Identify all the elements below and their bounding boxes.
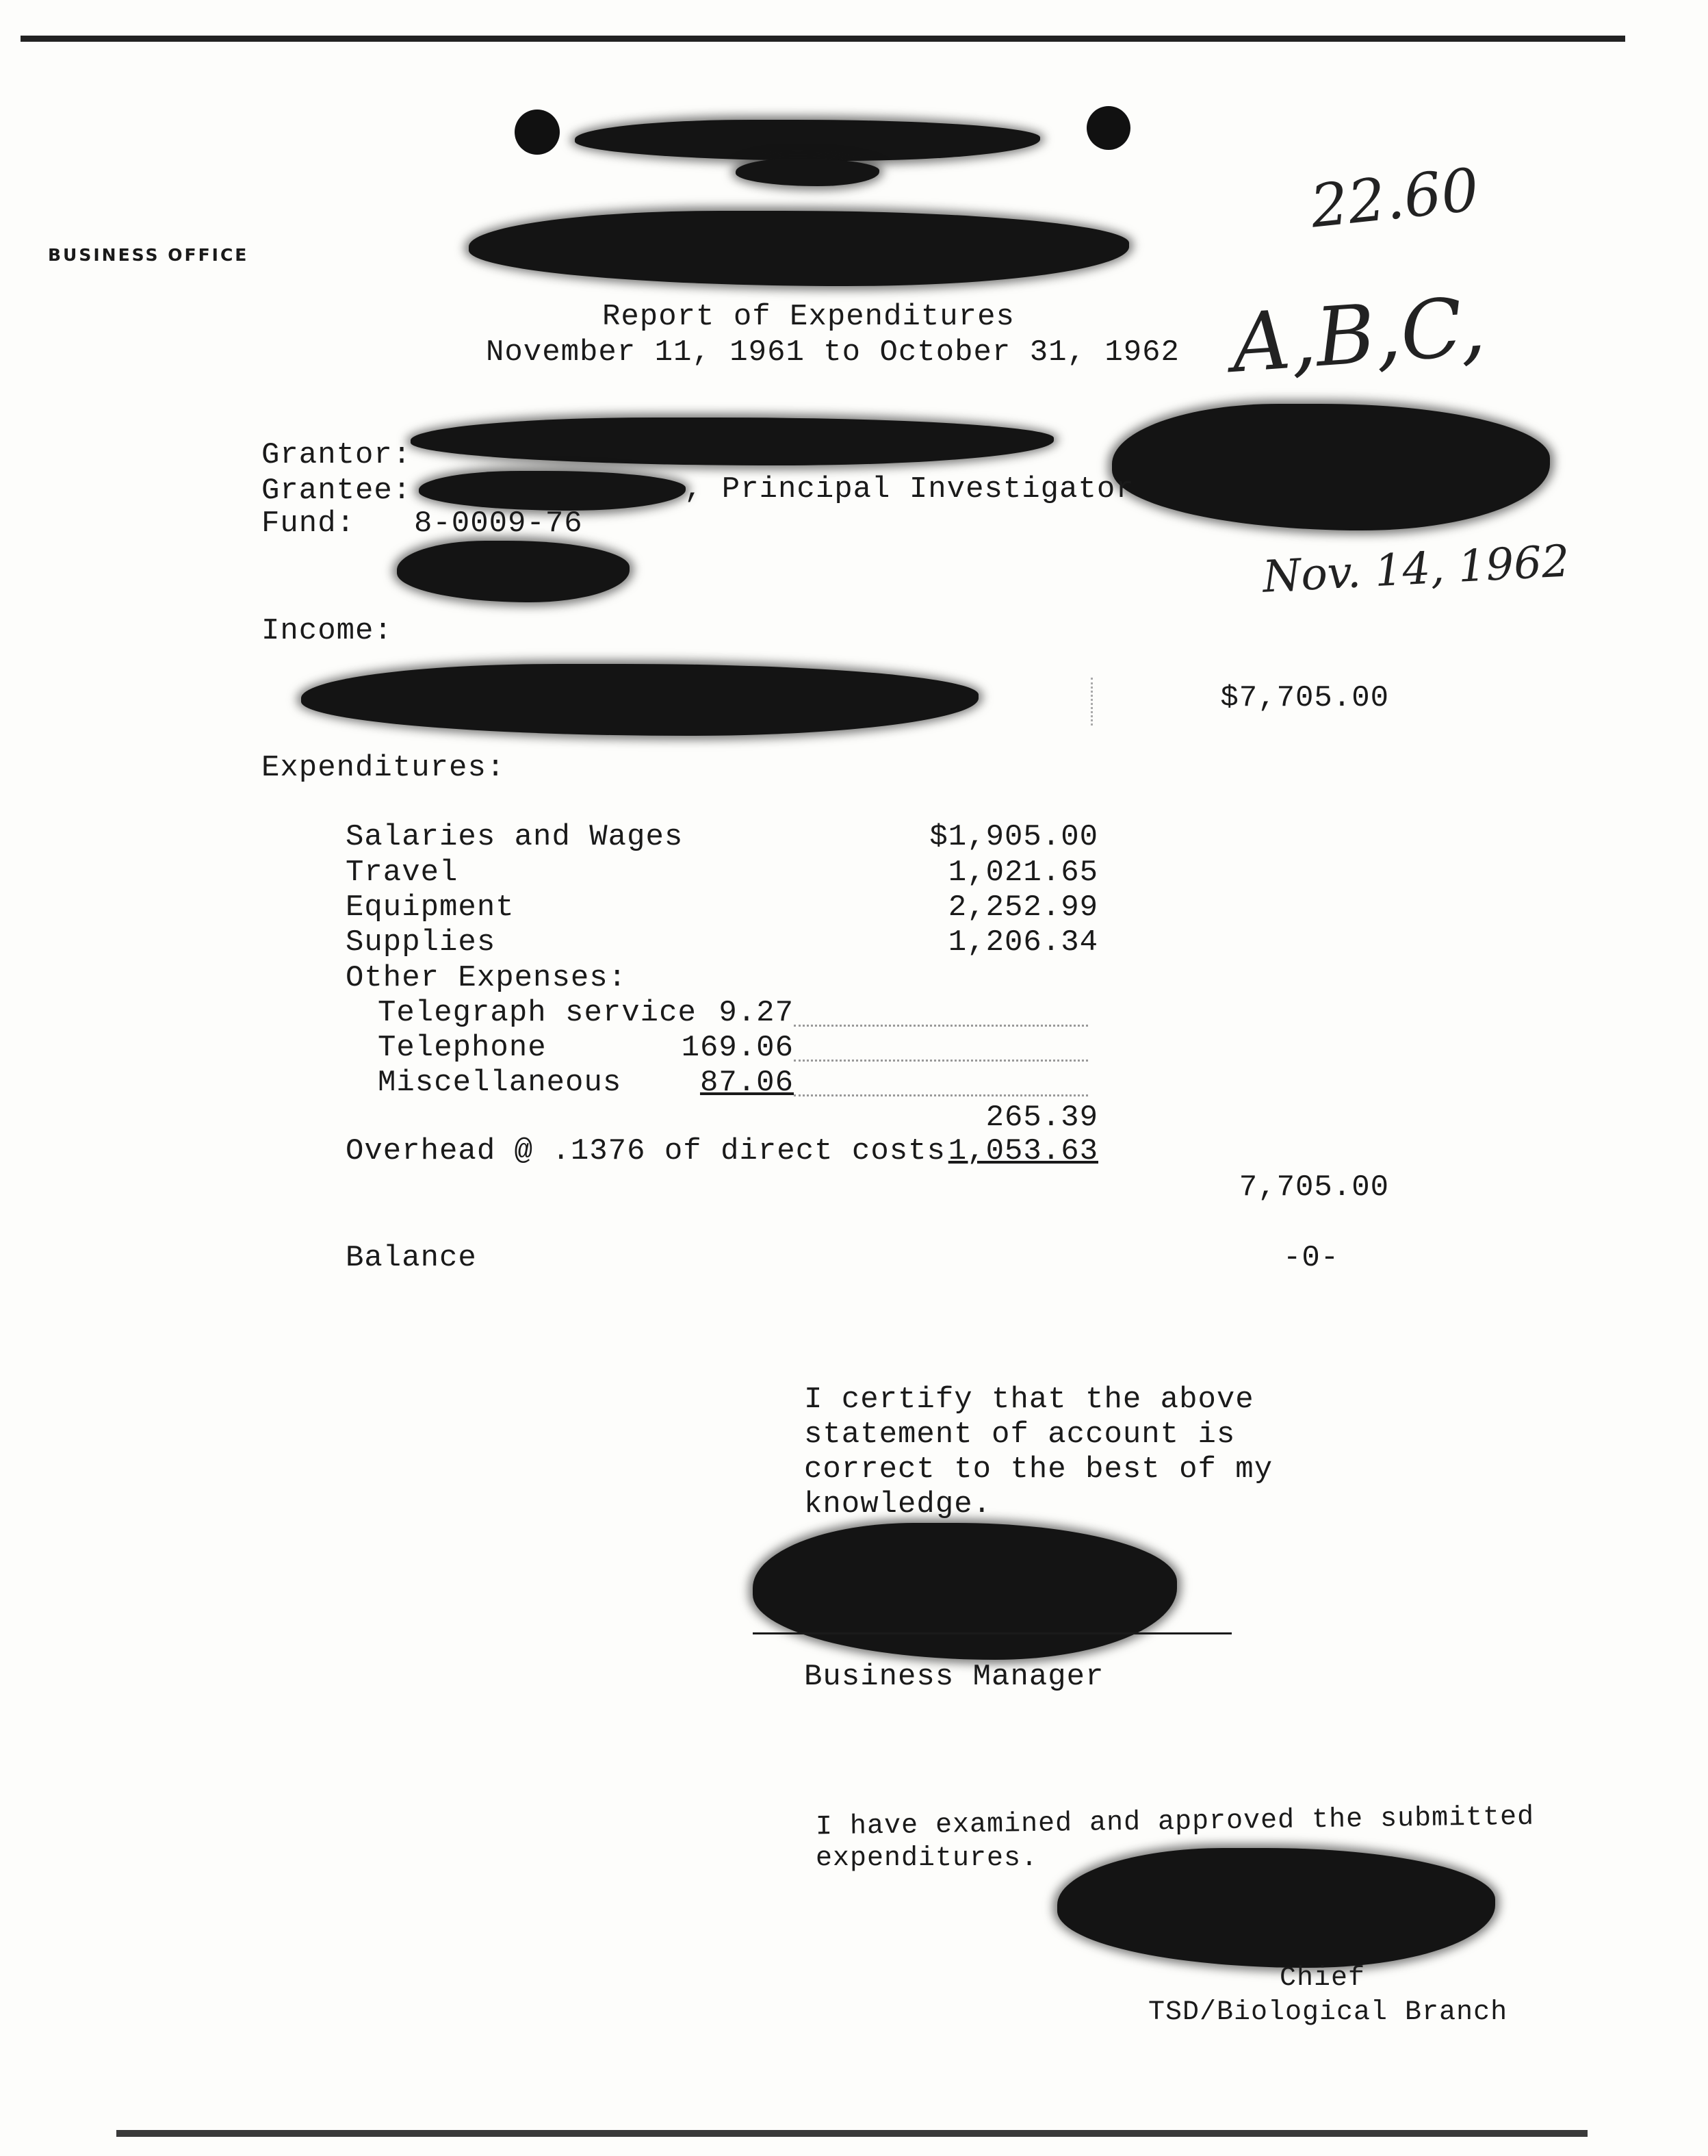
redaction-income-source [301,664,979,736]
handwritten-letters: A,B,C, [1228,279,1488,391]
redaction-right [1112,404,1550,530]
balance-amount: -0- [1283,1241,1340,1275]
income-label: Income: [261,614,393,648]
other-item-amount: 169.06 [681,1031,794,1065]
expense-item-amount: 1,206.34 [948,925,1098,960]
leader-line [794,1060,1088,1062]
grantee-role: , Principal Investigator [684,472,1135,506]
income-amount: $7,705.00 [1220,681,1389,715]
redaction-grantor [411,418,1054,465]
certification-line-4: knowledge. [804,1487,992,1522]
expense-item-label: Salaries and Wages [346,820,684,854]
expense-item-amount: 1,021.65 [948,856,1098,890]
redaction-fund [397,541,630,602]
income-column-guide [1091,678,1093,726]
approval-line-1: I have examined and approved the submitted [815,1801,1535,1843]
fund-value: 8-0009-76 [414,506,583,541]
expenditures-label: Expenditures: [261,751,506,785]
other-expenses-label: Other Expenses: [346,961,627,995]
other-item-label: Miscellaneous [378,1066,622,1100]
redaction-signature-business-manager [753,1523,1177,1660]
grantee-label: Grantee: [261,474,412,508]
expense-item-label: Equipment [346,890,515,925]
top-border-rule [21,36,1625,42]
certification-line-2: statement of account is [804,1417,1236,1452]
other-item-label: Telegraph service [378,996,697,1030]
business-office-label: BUSINESS OFFICE [48,245,249,265]
redaction-grantee [419,471,686,511]
certification-line-3: correct to the best of my [804,1452,1273,1487]
report-title: Report of Expenditures [602,300,1015,334]
branch-name: TSD/Biological Branch [1148,1997,1508,2028]
expense-item-amount: 2,252.99 [948,890,1098,925]
expense-item-label: Supplies [346,925,496,960]
overhead-label: Overhead @ .1376 of direct costs [346,1134,946,1168]
balance-label: Balance [346,1241,477,1275]
fund-label: Fund: [261,506,356,541]
expenditures-total: 7,705.00 [1239,1170,1389,1205]
other-expenses-total: 265.39 [985,1101,1098,1135]
redaction-signature-chief [1057,1848,1495,1968]
report-period: November 11, 1961 to October 31, 1962 [486,335,1180,370]
redaction-letterhead-2 [736,159,879,186]
overhead-amount: 1,053.63 [948,1134,1098,1168]
signature-line [753,1632,1232,1634]
punch-hole-right [1087,106,1130,150]
expense-item-label: Travel [346,856,458,890]
other-item-amount: 87.06 [699,1066,794,1100]
punch-hole-left [515,110,560,155]
approval-line-2: expenditures. [816,1843,1039,1874]
redaction-letterhead-3 [469,211,1129,286]
certification-line-1: I certify that the above [804,1383,1254,1417]
handwritten-date: Nov. 14, 1962 [1261,536,1571,603]
grantor-label: Grantor: [261,438,412,472]
other-item-amount: 9.27 [719,996,794,1030]
expense-item-amount: $1,905.00 [929,820,1098,854]
redaction-letterhead-1 [575,120,1040,161]
leader-line [794,1025,1088,1027]
business-manager-title: Business Manager [804,1660,1104,1694]
chief-title: Chief [1280,1963,1366,1994]
other-item-label: Telephone [378,1031,547,1065]
leader-line [794,1094,1088,1096]
bottom-border-rule [116,2130,1588,2137]
handwritten-number: 22.60 [1307,155,1482,242]
